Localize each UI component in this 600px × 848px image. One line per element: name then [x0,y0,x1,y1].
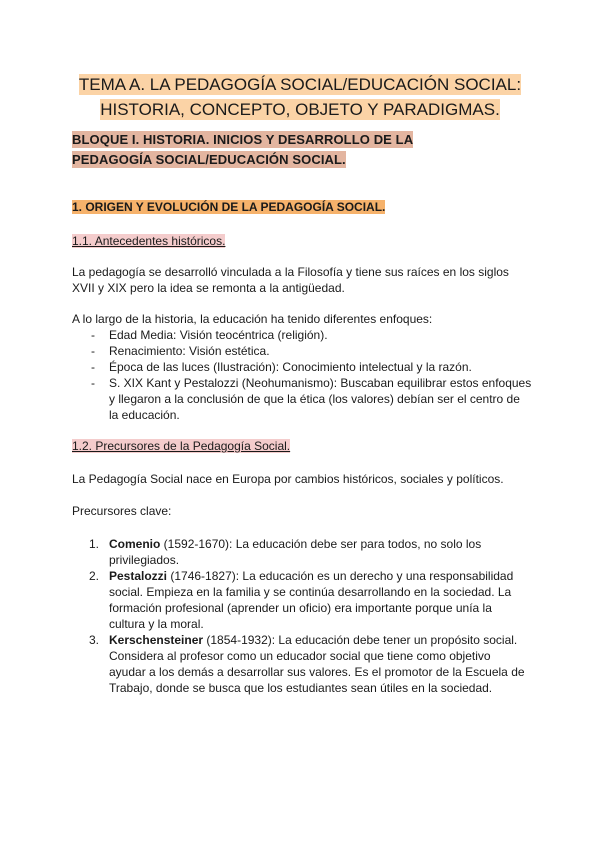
precursor-name: Kerschensteiner [109,633,204,647]
paragraph-approaches-intro: A lo largo de la historia, la educación ha tenido diferentes enfoques: [72,312,433,326]
list-item: 3. Kerschensteiner (1854-1932): La educación debe tener un propósito social. Considera al profesor como un educador social que tiene como objetivo ayudar a los demás a desarrollar sus valores. Es el promotor de la Escuela de Trabajo, donde se busca que los estudiantes sean útiles en la sociedad. [89,633,525,695]
bloque-heading [72,130,542,170]
precursor-name: Comenio [109,537,161,551]
title-line-2: HISTORIA, CONCEPTO, OBJETO Y PARADIGMAS. [100,100,500,119]
paragraph-precursors-intro: Precursores clave: [72,504,172,518]
list-item: 1. Comenio (1592-1670): La educación debe ser para todos, no solo los privilegiados. [89,537,482,567]
paragraph-europe: La Pedagogía Social nace en Europa por cambios históricos, sociales y políticos. [72,472,504,486]
subsection-1-2-heading: 1.2. Precursores de la Pedagogía Social. [72,439,291,453]
title-line-1: TEMA A. LA PEDAGOGÍA SOCIAL/EDUCACIÓN SOCIAL: [78,75,522,94]
bloque-line-1: BLOQUE I. HISTORIA. INICIOS Y DESARROLLO DE LA [72,132,414,147]
list-item: - Época de las luces (Ilustración): Conocimiento intelectual y la razón. [91,360,472,374]
precursors-list [72,536,527,696]
section-1-heading: 1. ORIGEN Y EVOLUCIÓN DE LA PEDAGOGÍA SOCIAL. [72,200,386,214]
list-item: - S. XIX Kant y Pestalozzi (Neohumanismo): Buscaban equilibrar estos enfoques y llegaron a la conclusión de que la ética (los valores) debían ser el centro de la educación. [91,376,532,422]
list-item: - Renacimiento: Visión estética. [91,344,270,358]
subsection-1-1-heading: 1.1. Antecedentes históricos. [72,234,226,248]
list-item: 2. Pestalozzi (1746-1827): La educación es un derecho y una responsabilidad social. Empieza en la familia y se continúa desarrollando en la sociedad. La formación profesional (aprender un oficio) era importante porque unía la cultura y la moral. [89,569,514,631]
document-title [40,72,560,122]
precursor-name: Pestalozzi [109,569,168,583]
list-item: - Edad Media: Visión teocéntrica (religión). [91,328,328,342]
bloque-line-2: PEDAGOGÍA SOCIAL/EDUCACIÓN SOCIAL. [72,152,346,167]
approaches-list [72,327,532,423]
paragraph-origins: La pedagogía se desarrolló vinculada a la Filosofía y tiene sus raíces en los siglos XVII y XIX pero la idea se remonta a la antigüedad. [72,265,509,295]
